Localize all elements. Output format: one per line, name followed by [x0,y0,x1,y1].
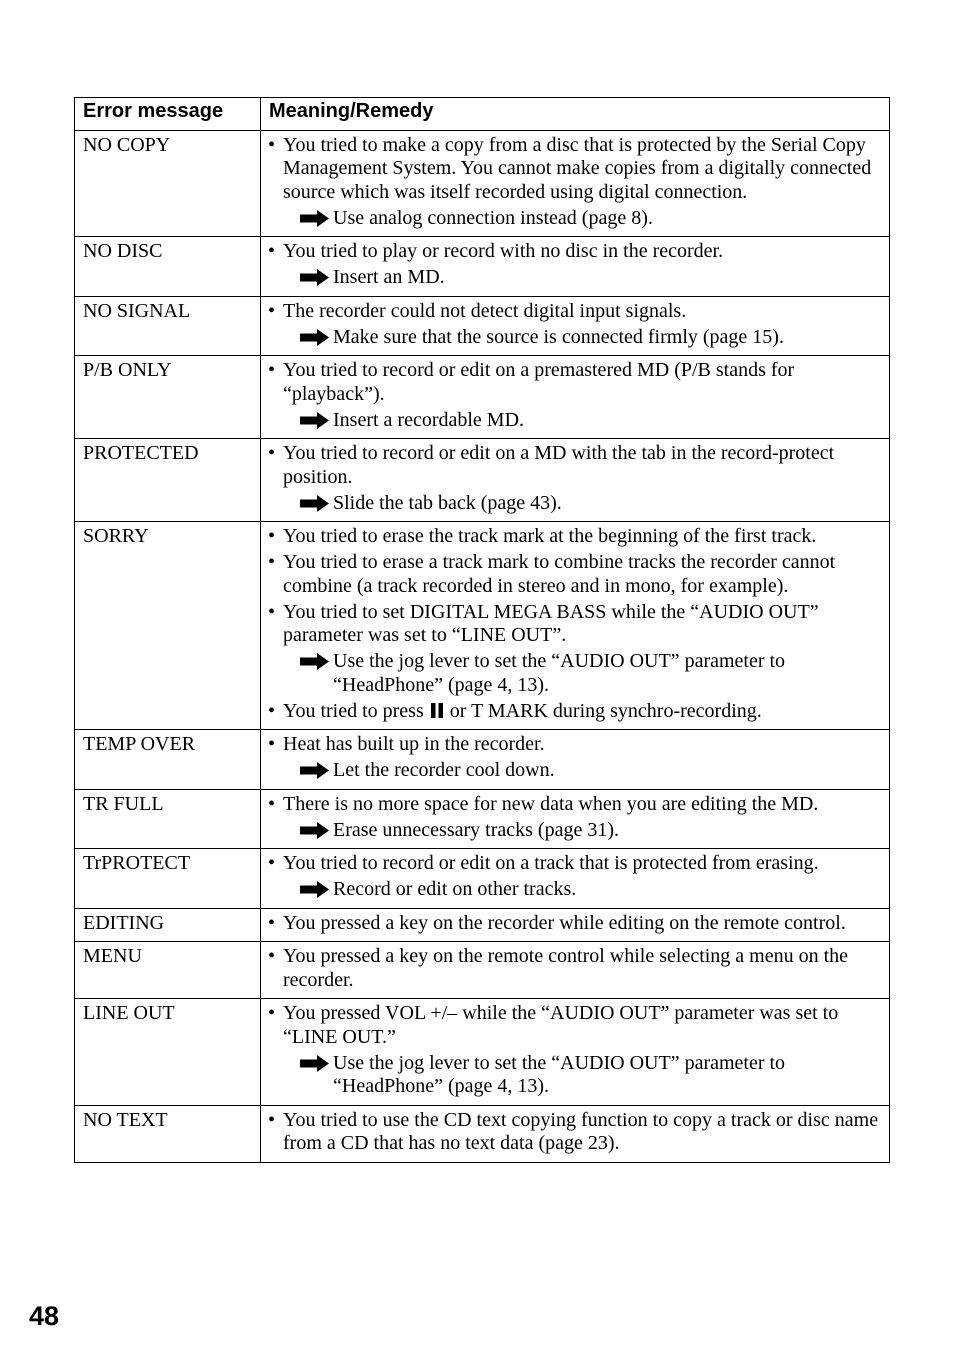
meaning-remedy-cell [261,730,890,790]
arrow-right-icon [300,329,329,346]
meaning-bullet [267,601,883,698]
header-meaning-remedy: Meaning/Remedy [261,98,890,131]
bullet-dot: • [268,359,276,381]
error-message-cell: NO DISC [75,237,261,297]
meaning-bullet [267,1109,883,1156]
meaning-remedy-cell [261,849,890,909]
meaning-text: You tried to play or record with no disc in the recorder. [283,240,724,262]
table-row [75,130,890,237]
bullet-dot: • [268,945,276,967]
remedy-text: Make sure that the source is connected firmly (page 15). [333,325,784,348]
error-message-cell: NO SIGNAL [75,296,261,356]
meaning-bullet [267,793,883,843]
remedy-text: Slide the tab back (page 43). [333,491,562,514]
meaning-bullet [267,300,883,350]
bullet-dot: • [268,911,276,934]
meaning-text: The recorder could not detect digital input signals. [283,299,687,322]
arrow-right-icon [300,762,329,779]
arrow-right-icon [300,653,329,670]
bullet-dot: • [268,792,276,815]
meaning-bullet [267,525,883,549]
remedy-text: Let the recorder cool down. [333,759,555,781]
meaning-remedy-cell [261,237,890,297]
meaning-remedy-cell [261,522,890,730]
arrow-right-icon [300,412,329,429]
meaning-text: You tried to make a copy from a disc that is protected by the Serial Copy Management System. You cannot make copies from a digitally connected source which was itself recorded using digital connection. [283,133,872,203]
meaning-text: You tried to record or edit on a MD with the tab in the record-protect position. [283,442,835,488]
error-message-cell: EDITING [75,908,261,942]
meaning-bullet [267,945,883,992]
error-message-cell: NO COPY [75,130,261,237]
table-body [75,130,890,1162]
arrow-right-icon [300,210,329,227]
remedy-text: Use the jog lever to set the “AUDIO OUT” parameter to “HeadPhone” (page 4, 13). [333,650,786,696]
bullet-dot: • [268,852,276,874]
meaning-remedy-cell [261,296,890,356]
header-error-message: Error message [75,98,261,131]
bullet-dot: • [268,733,276,755]
table-row [75,237,890,297]
table-row [75,522,890,730]
bullet-dot: • [268,133,276,156]
error-message-cell: NO TEXT [75,1105,261,1162]
remedy-line [283,650,883,697]
remedy-text: Insert an MD. [333,266,445,288]
arrow-right-icon [300,495,329,512]
pause-icon [430,701,444,716]
error-message-cell: LINE OUT [75,999,261,1106]
table-row [75,908,890,942]
table-row [75,789,890,849]
bullet-dot: • [268,1108,276,1131]
meaning-text: You tried to use the CD text copying function to copy a track or disc name from a CD that has no text data (page 23). [283,1108,879,1154]
arrow-right-icon [300,881,329,898]
table-row [75,356,890,439]
remedy-line [283,1052,883,1099]
meaning-text: Heat has built up in the recorder. [283,733,545,755]
arrow-right-icon [300,822,329,839]
error-message-cell: TrPROTECT [75,849,261,909]
meaning-bullet [267,359,883,432]
remedy-line [283,207,883,231]
remedy-line [283,759,883,783]
meaning-text: You tried to record or edit on a track that is protected from erasing. [283,852,819,874]
table-row [75,942,890,999]
bullet-dot: • [268,699,276,722]
meaning-bullet [267,733,883,783]
table-row [75,849,890,909]
meaning-remedy-cell [261,1105,890,1162]
meaning-remedy-cell [261,439,890,522]
table-header-row [75,98,890,131]
meaning-remedy-cell [261,356,890,439]
error-message-cell: TR FULL [75,789,261,849]
meaning-remedy-cell [261,908,890,942]
meaning-bullet [267,700,883,724]
meaning-remedy-cell [261,130,890,237]
table-row [75,296,890,356]
remedy-line [283,492,883,516]
table-row [75,730,890,790]
bullet-dot: • [268,551,276,573]
meaning-text: You tried to record or edit on a premastered MD (P/B stands for “playback”). [283,359,795,405]
error-message-cell: P/B ONLY [75,356,261,439]
error-message-cell: MENU [75,942,261,999]
meaning-bullet [267,852,883,902]
bullet-dot: • [268,299,276,322]
meaning-text: You pressed a key on the recorder while editing on the remote control. [283,911,846,934]
remedy-line [283,326,883,350]
error-message-table [74,97,890,1163]
remedy-text: Use analog connection instead (page 8). [333,206,653,229]
meaning-text: You tried to erase the track mark at the beginning of the first track. [283,525,817,547]
remedy-line [283,409,883,433]
meaning-bullet [267,1002,883,1099]
bullet-dot: • [268,600,276,623]
remedy-line [283,266,883,290]
meaning-text: You pressed a key on the remote control while selecting a menu on the recorder. [283,945,849,991]
error-message-cell: SORRY [75,522,261,730]
remedy-text: Use the jog lever to set the “AUDIO OUT” parameter to “HeadPhone” (page 4, 13). [333,1051,786,1097]
arrow-right-icon [300,1055,329,1072]
meaning-bullet [267,551,883,598]
meaning-bullet [267,134,883,231]
remedy-line [283,878,883,902]
bullet-dot: • [268,525,276,547]
meaning-text: You tried to press [283,699,424,722]
table-row [75,439,890,522]
meaning-bullet [267,442,883,515]
meaning-remedy-cell [261,789,890,849]
meaning-bullet [267,240,883,290]
remedy-text: Record or edit on other tracks. [333,878,577,900]
error-message-cell: PROTECTED [75,439,261,522]
error-message-cell: TEMP OVER [75,730,261,790]
bullet-dot: • [268,240,276,262]
table-row [75,1105,890,1162]
arrow-right-icon [300,269,329,286]
remedy-line [283,819,883,843]
meaning-text: or T MARK during synchro-recording. [449,699,762,722]
meaning-text: You tried to erase a track mark to combine tracks the recorder cannot combine (a track recorded in stereo and in mono, for example). [283,551,836,597]
meaning-text: You tried to set DIGITAL MEGA BASS while the “AUDIO OUT” parameter was set to “LINE OUT”. [283,600,819,646]
table-row [75,999,890,1106]
remedy-text: Insert a recordable MD. [333,408,525,431]
meaning-remedy-cell [261,999,890,1106]
page-number: 48 [29,1301,60,1331]
meaning-remedy-cell [261,942,890,999]
bullet-dot: • [268,442,276,464]
meaning-text: You pressed VOL +/– while the “AUDIO OUT” parameter was set to “LINE OUT.” [283,1002,839,1048]
meaning-text: There is no more space for new data when you are editing the MD. [283,792,819,815]
bullet-dot: • [268,1002,276,1024]
meaning-bullet [267,912,883,936]
remedy-text: Erase unnecessary tracks (page 31). [333,818,619,841]
